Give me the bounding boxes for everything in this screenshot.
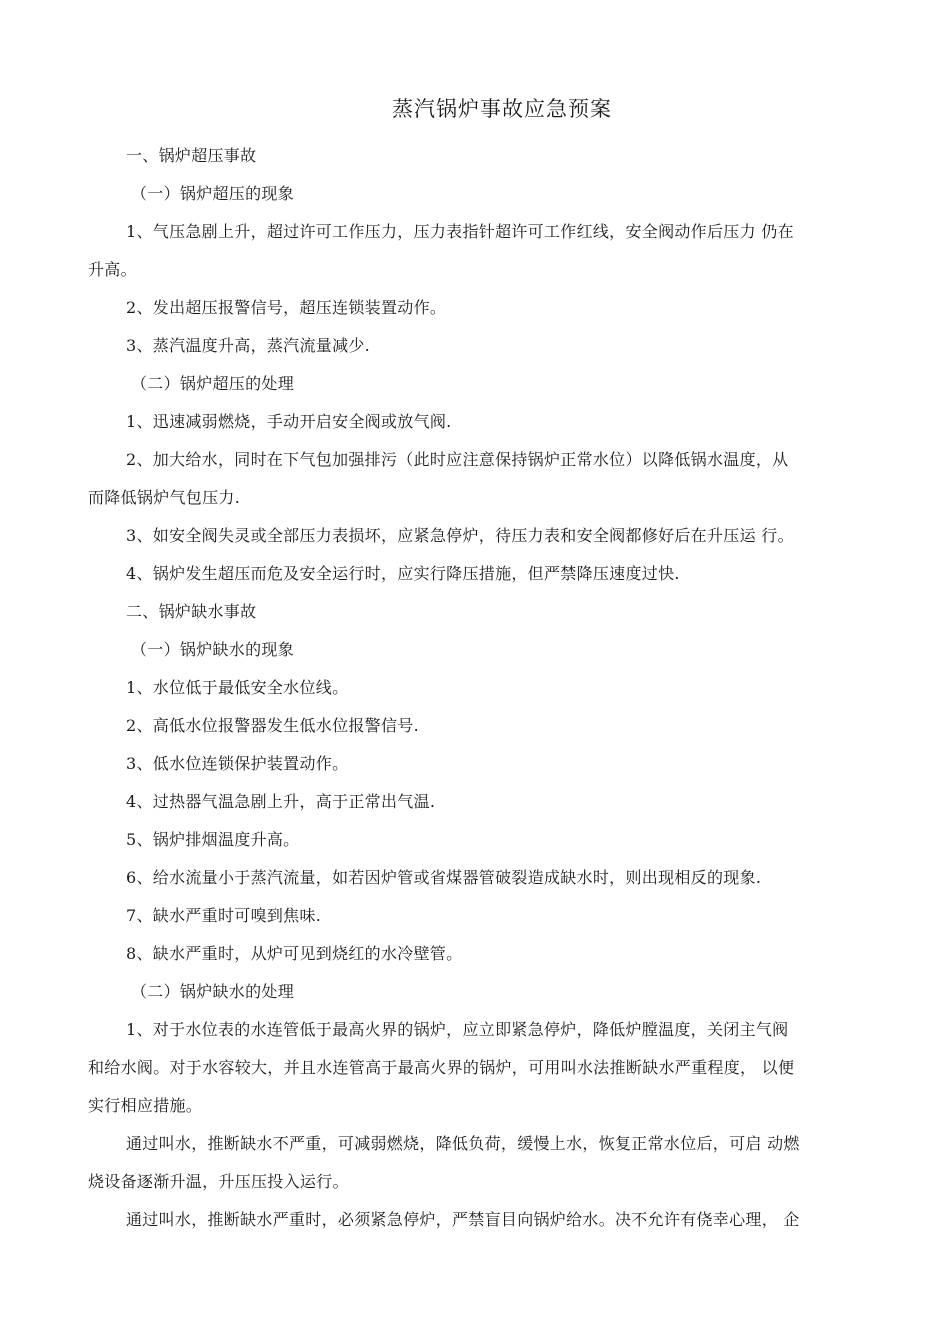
paragraph-line: 烧设备逐渐升温，升压压投入运行。: [88, 1172, 349, 1191]
paragraph-line: 1、对于水位表的水连管低于最高火界的锅炉，应立即紧急停炉，降低炉膛温度，关闭主气阀: [126, 1020, 789, 1039]
paragraph-line: 3、如安全阀失灵或全部压力表损坏，应紧急停炉，待压力表和安全阀都修好后在升压运 行。: [126, 526, 794, 545]
paragraph-line: 6、给水流量小于蒸汽流量，如若因炉管或省煤器管破裂造成缺水时，则出现相反的现象.: [126, 868, 762, 887]
paragraph-line: 通过叫水，推断缺水严重时，必须紧急停炉，严禁盲目向锅炉给水。决不允许有侥幸心理， 企: [126, 1210, 800, 1229]
paragraph-line: 4、过热器气温急剧上升，高于正常出气温.: [126, 792, 436, 811]
paragraph-line: 1、迅速减弱燃烧，手动开启安全阀或放气阀.: [126, 412, 452, 431]
paragraph-line: 而降低锅炉气包压力.: [88, 488, 241, 507]
paragraph-line: 升高。: [88, 260, 137, 279]
paragraph-line: 1、气压急剧上升，超过许可工作压力，压力表指针超许可工作红线，安全阀动作后压力 仍在: [126, 222, 794, 241]
document-title: 蒸汽锅炉事故应急预案: [392, 97, 612, 121]
paragraph-line: 1、水位低于最低安全水位线。: [126, 678, 349, 697]
paragraph-line: 实行相应措施。: [88, 1096, 203, 1115]
section-heading: 二、锅炉缺水事故: [126, 602, 257, 621]
paragraph-line: 4、锅炉发生超压而危及安全运行时，应实行降压措施，但严禁降压速度过快.: [126, 564, 680, 583]
paragraph-line: 通过叫水，推断缺水不严重，可减弱燃烧，降低负荷，缓慢上水，恢复正常水位后，可启 动燃: [126, 1134, 800, 1153]
subsection-heading: （二）锅炉超压的处理: [131, 374, 295, 393]
paragraph-line: 8、缺水严重时，从炉可见到烧红的水冷壁管。: [126, 944, 463, 963]
paragraph-line: 2、发出超压报警信号，超压连锁装置动作。: [126, 298, 447, 317]
paragraph-line: 和给水阀。对于水容较大，并且水连管高于最高火界的锅炉，可用叫水法推断缺水严重程度， 以便: [88, 1058, 795, 1077]
paragraph-line: 5、锅炉排烟温度升高。: [126, 830, 300, 849]
paragraph-line: 7、缺水严重时可嗅到焦味.: [126, 906, 322, 925]
section-heading: 一、锅炉超压事故: [126, 146, 257, 165]
paragraph-line: 3、蒸汽温度升高，蒸汽流量减少.: [126, 336, 371, 355]
paragraph-line: 3、低水位连锁保护装置动作。: [126, 754, 349, 773]
paragraph-line: 2、加大给水，同时在下气包加强排污（此时应注意保持锅炉正常水位）以降低锅水温度，从: [126, 450, 789, 469]
subsection-heading: （一）锅炉缺水的现象: [131, 640, 295, 659]
document-body: [88, 137, 884, 1239]
subsection-heading: （二）锅炉缺水的处理: [131, 982, 295, 1001]
subsection-heading: （一）锅炉超压的现象: [131, 184, 295, 203]
paragraph-line: 2、高低水位报警器发生低水位报警信号.: [126, 716, 419, 735]
